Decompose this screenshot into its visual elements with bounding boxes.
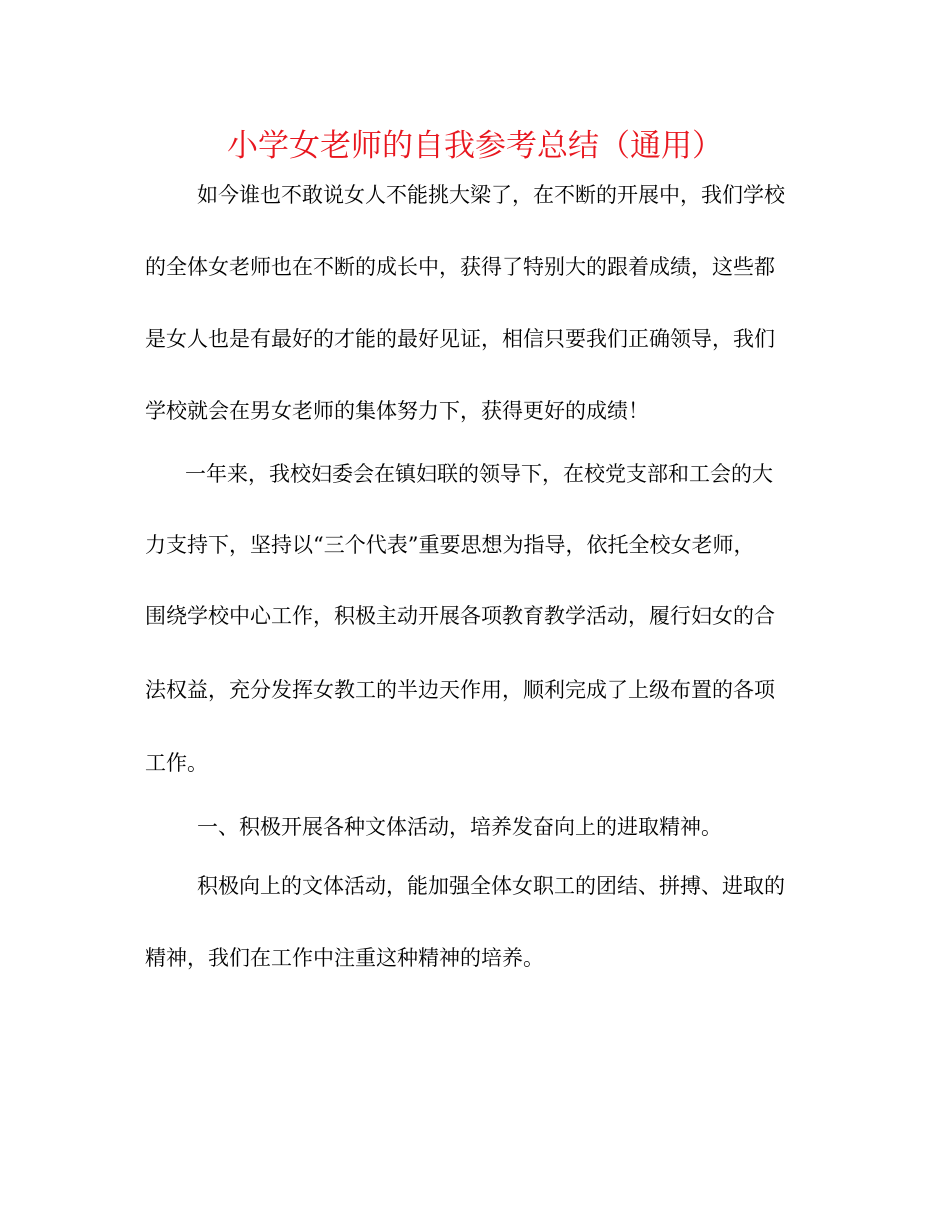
- paragraph-line: 如今谁也不敢说女人不能挑大梁了，在不断的开展中，我们学校: [197, 183, 785, 207]
- paragraph-line: 学校就会在男女老师的集体努力下，获得更好的成绩！: [145, 399, 649, 423]
- paragraph-line: 积极向上的文体活动，能加强全体女职工的团结、拼搏、进取的: [197, 874, 785, 898]
- paragraph-line: 工作。: [145, 751, 208, 775]
- paragraph-line: 的全体女老师也在不断的成长中，获得了特别大的跟着成绩，这些都: [145, 255, 775, 279]
- paragraph-line: 一年来，我校妇委会在镇妇联的领导下，在校党支部和工会的大: [185, 462, 773, 486]
- paragraph-line: 围绕学校中心工作，积极主动开展各项教育教学活动，履行妇女的合: [145, 604, 775, 628]
- paragraph-line: 力支持下，坚持以“三个代表”重要思想为指导，依托全校女老师，: [145, 533, 755, 557]
- paragraph-line: 法权益，充分发挥女教工的半边天作用，顺利完成了上级布置的各项: [145, 678, 775, 702]
- section-heading: 一、积极开展各种文体活动，培养发奋向上的进取精神。: [197, 815, 722, 839]
- paragraph-line: 精神，我们在工作中注重这种精神的培养。: [145, 946, 544, 970]
- document-title: 小学女老师的自我参考总结（通用）: [227, 128, 723, 164]
- paragraph-line: 是女人也是有最好的才能的最好见证，相信只要我们正确领导，我们: [145, 327, 775, 351]
